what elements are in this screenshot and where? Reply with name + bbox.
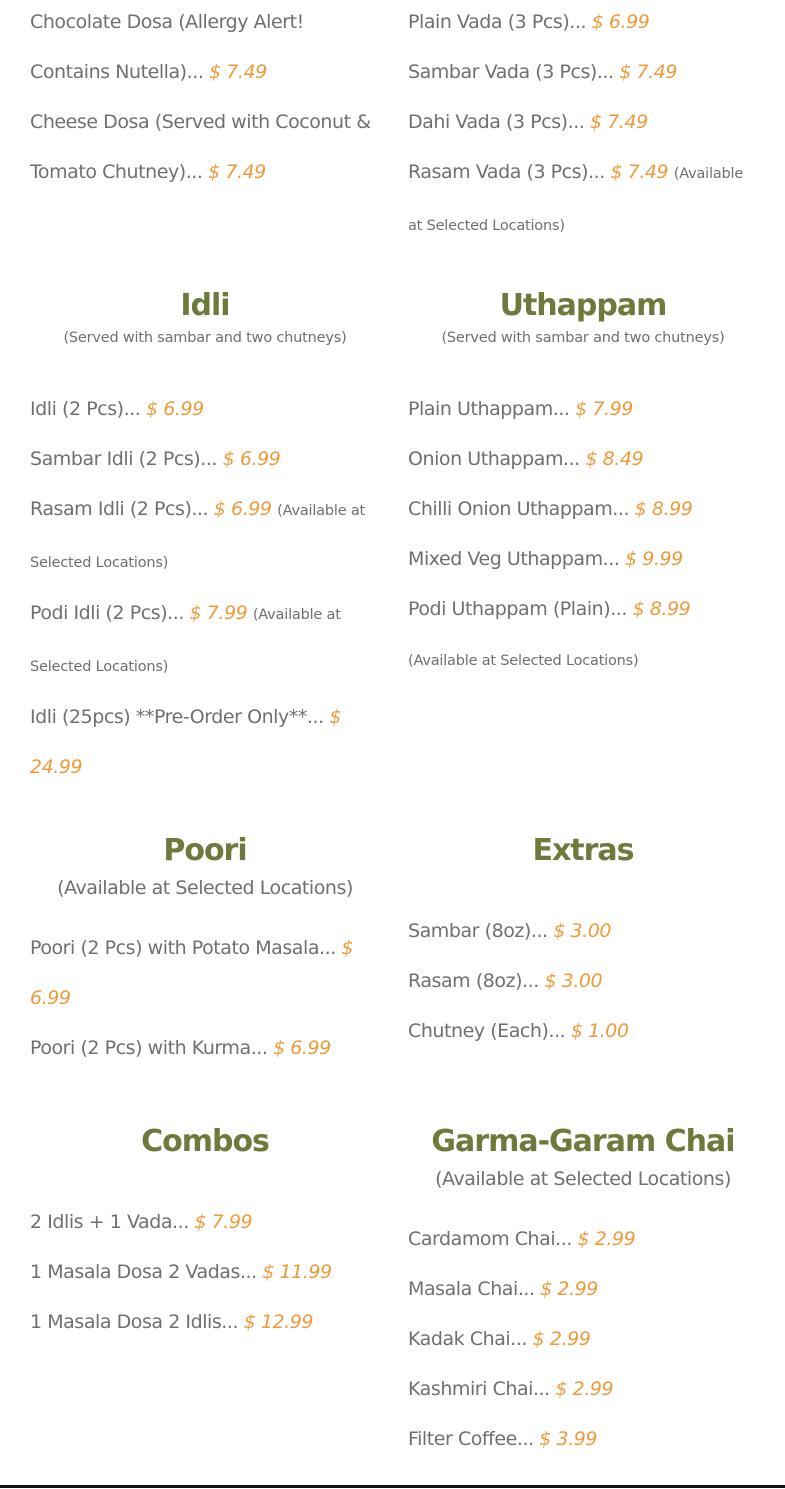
item-name: Filter Coffee... bbox=[408, 1428, 534, 1450]
item-price: $ 6.99 bbox=[591, 11, 650, 33]
menu-item bbox=[30, 1197, 380, 1247]
menu-item bbox=[408, 97, 758, 147]
item-availability-note: (Available at Selected Locations) bbox=[408, 166, 744, 234]
item-price: $ 3.99 bbox=[539, 1428, 597, 1450]
item-name: Podi Uthappam (Plain)... bbox=[408, 598, 627, 620]
menu-item bbox=[30, 384, 380, 434]
item-price: $ 7.49 bbox=[208, 161, 266, 183]
section-title: Uthappam bbox=[499, 288, 667, 323]
section-combos bbox=[30, 1122, 380, 1347]
item-availability-note: (Available at Selected Locations) bbox=[30, 607, 341, 675]
item-name: Chutney (Each)... bbox=[408, 1020, 566, 1042]
menu-item bbox=[30, 434, 380, 484]
item-price: $ 7.99 bbox=[189, 602, 248, 624]
item-price: $ 2.99 bbox=[555, 1378, 614, 1400]
item-price: $ 12.99 bbox=[243, 1311, 314, 1333]
item-price: $ 7.49 bbox=[209, 61, 267, 83]
item-price: $ 6.99 bbox=[30, 937, 354, 1009]
item-price: $ 7.49 bbox=[610, 161, 669, 183]
menu-item bbox=[408, 0, 758, 47]
item-price: $ 2.99 bbox=[532, 1328, 591, 1350]
menu-item bbox=[30, 1247, 380, 1297]
item-name: Chilli Onion Uthappam... bbox=[408, 498, 630, 520]
item-name: Plain Uthappam... bbox=[408, 398, 570, 420]
item-price: $ 7.99 bbox=[575, 398, 633, 420]
menu-item bbox=[408, 956, 758, 1006]
menu-item bbox=[30, 1297, 380, 1347]
item-price: $ 6.99 bbox=[273, 1037, 331, 1059]
item-price: $ 9.99 bbox=[625, 548, 683, 570]
menu-item bbox=[408, 434, 758, 484]
section-poori bbox=[30, 831, 380, 1073]
item-name: Chocolate Dosa (Allergy Alert! Contains Nutella)... bbox=[30, 11, 304, 83]
item-price: $ 3.00 bbox=[553, 920, 611, 942]
menu-item bbox=[408, 906, 758, 956]
menu-item bbox=[408, 1314, 758, 1364]
menu-item bbox=[408, 584, 758, 686]
menu-item bbox=[30, 923, 380, 1023]
dosa-continued-list bbox=[30, 0, 380, 197]
section-uthappam bbox=[408, 286, 758, 686]
menu-item bbox=[30, 1023, 380, 1073]
section-subtitle: (Served with sambar and two chutneys) bbox=[441, 330, 725, 346]
bottom-divider bbox=[0, 1485, 785, 1488]
item-name: Poori (2 Pcs) with Potato Masala... bbox=[30, 937, 336, 959]
menu-item bbox=[408, 147, 758, 251]
item-price: $ 6.99 bbox=[213, 498, 272, 520]
item-name: Sambar Vada (3 Pcs)... bbox=[408, 61, 614, 83]
item-name: Sambar (8oz)... bbox=[408, 920, 548, 942]
item-availability-note: (Available at Selected Locations) bbox=[408, 653, 639, 669]
section-idli bbox=[30, 286, 380, 792]
item-name: 1 Masala Dosa 2 Vadas... bbox=[30, 1261, 257, 1283]
menu-item bbox=[408, 384, 758, 434]
item-price: $ 3.00 bbox=[544, 970, 603, 992]
item-price: $ 8.49 bbox=[585, 448, 644, 470]
menu-item bbox=[30, 588, 380, 692]
section-title: Combos bbox=[141, 1124, 269, 1159]
menu-item bbox=[408, 484, 758, 534]
item-name: Rasam Vada (3 Pcs)... bbox=[408, 161, 605, 183]
menu-item bbox=[408, 1214, 758, 1264]
item-name: Kadak Chai... bbox=[408, 1328, 528, 1350]
section-chai bbox=[408, 1122, 758, 1464]
item-name: Onion Uthappam... bbox=[408, 448, 580, 470]
menu-item bbox=[30, 692, 380, 792]
item-price: $ 8.99 bbox=[634, 498, 693, 520]
item-price: $ 6.99 bbox=[222, 448, 281, 470]
menu-item bbox=[30, 484, 380, 588]
item-price: $ 6.99 bbox=[145, 398, 204, 420]
item-name: Idli (25pcs) **Pre-Order Only**... bbox=[30, 706, 324, 728]
section-subtitle: (Available at Selected Locations) bbox=[57, 877, 353, 899]
menu-item bbox=[30, 0, 380, 97]
item-name: Masala Chai... bbox=[408, 1278, 535, 1300]
menu-item bbox=[408, 1364, 758, 1414]
item-price: $ 11.99 bbox=[262, 1261, 332, 1283]
item-name: 1 Masala Dosa 2 Idlis... bbox=[30, 1311, 239, 1333]
menu-item bbox=[30, 97, 380, 197]
item-price: $ 2.99 bbox=[577, 1228, 636, 1250]
item-name: Dahi Vada (3 Pcs)... bbox=[408, 111, 585, 133]
item-name: Rasam (8oz)... bbox=[408, 970, 539, 992]
item-price: $ 8.99 bbox=[632, 598, 691, 620]
item-name: Kashmiri Chai... bbox=[408, 1378, 550, 1400]
item-name: Cheese Dosa (Served with Coconut & Tomato Chutney)... bbox=[30, 111, 371, 183]
section-subtitle: (Served with sambar and two chutneys) bbox=[63, 330, 347, 346]
section-title: Poori bbox=[163, 833, 247, 868]
vada-continued-list bbox=[408, 0, 758, 251]
item-price: $ 7.99 bbox=[194, 1211, 253, 1233]
item-name: Mixed Veg Uthappam... bbox=[408, 548, 620, 570]
item-price: $ 1.00 bbox=[570, 1020, 629, 1042]
item-name: Poori (2 Pcs) with Kurma... bbox=[30, 1037, 268, 1059]
item-availability-note: (Available at Selected Locations) bbox=[30, 503, 365, 571]
menu-item bbox=[408, 1414, 758, 1464]
item-name: 2 Idlis + 1 Vada... bbox=[30, 1211, 189, 1233]
menu-item bbox=[408, 1264, 758, 1314]
item-name: Podi Idli (2 Pcs)... bbox=[30, 602, 184, 624]
item-price: $ 24.99 bbox=[30, 706, 341, 778]
item-price: $ 7.49 bbox=[619, 61, 677, 83]
menu-item bbox=[408, 534, 758, 584]
section-title: Idli bbox=[180, 288, 230, 323]
menu-item bbox=[408, 1006, 758, 1056]
item-name: Sambar Idli (2 Pcs)... bbox=[30, 448, 218, 470]
item-name: Idli (2 Pcs)... bbox=[30, 398, 141, 420]
item-name: Plain Vada (3 Pcs)... bbox=[408, 11, 587, 33]
item-price: $ 2.99 bbox=[540, 1278, 598, 1300]
section-extras bbox=[408, 831, 758, 1056]
item-name: Rasam Idli (2 Pcs)... bbox=[30, 498, 209, 520]
item-price: $ 7.49 bbox=[590, 111, 648, 133]
section-title: Extras bbox=[532, 833, 634, 868]
section-subtitle: (Available at Selected Locations) bbox=[435, 1168, 731, 1190]
section-title: Garma-Garam Chai bbox=[431, 1124, 735, 1159]
item-name: Cardamom Chai... bbox=[408, 1228, 572, 1250]
menu-item bbox=[408, 47, 758, 97]
